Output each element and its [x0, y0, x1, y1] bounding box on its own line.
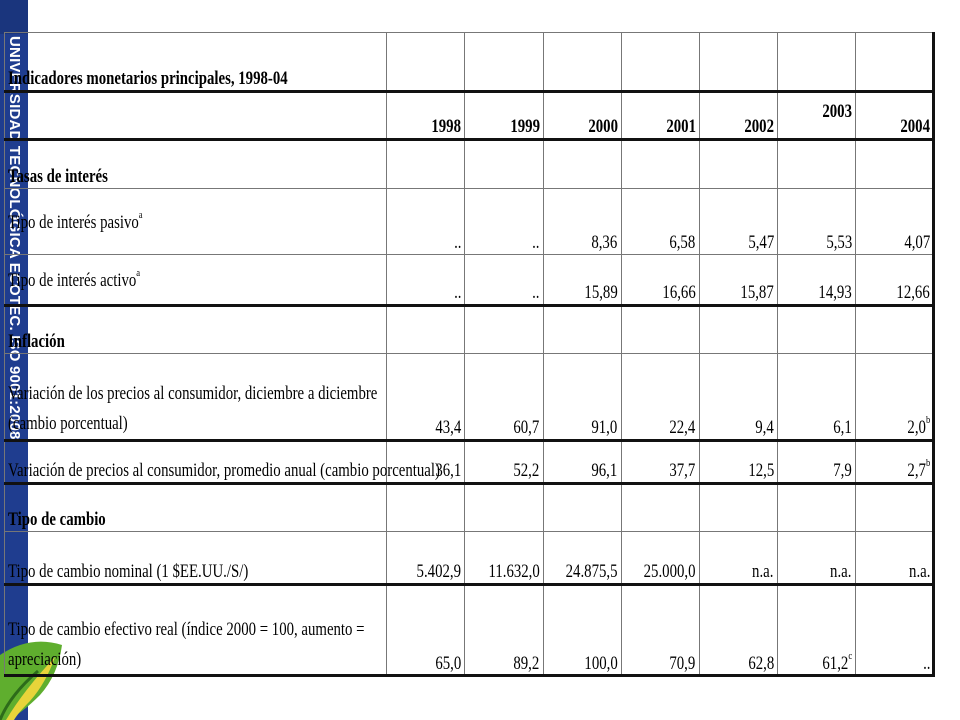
year-2002: 2002 [699, 91, 777, 140]
year-1999: 1999 [465, 91, 543, 140]
table-row-inflation-avg [5, 441, 934, 483]
table-row-pasivo [5, 188, 934, 255]
cell-nom-2001: 25.000,0 [621, 532, 699, 585]
table-row-activo [5, 255, 934, 306]
cell-prom-1999: 52,2 [465, 441, 543, 483]
cell-pasivo-2002: 5,47 [699, 188, 777, 255]
row-label-inflation-avg: Variación de precios al consumidor, promedio anual (cambio porcentual) [5, 441, 387, 483]
table-bottom-border [4, 674, 935, 677]
cell-pasivo-2001: 6,58 [621, 188, 699, 255]
table-title: Indicadores monetarios principales, 1998-04 [5, 33, 387, 92]
cell-nom-2004: n.a. [855, 532, 933, 585]
cell-dic-2001: 22,4 [621, 354, 699, 441]
section-title-interest: Tasas de interés [5, 140, 387, 189]
table-row-inflation-dec [5, 354, 934, 441]
cell-prom-1998: 36,1 [387, 441, 465, 483]
cell-nom-2003: n.a. [777, 532, 855, 585]
cell-dic-1998: 43,4 [387, 354, 465, 441]
cell-pasivo-2004: 4,07 [855, 188, 933, 255]
cell-dic-2003: 6,1 [777, 354, 855, 441]
cell-real-2001: 70,9 [621, 584, 699, 675]
cell-dic-2000: 91,0 [543, 354, 621, 441]
cell-dic-1999: 60,7 [465, 354, 543, 441]
year-header-row [5, 91, 934, 140]
cell-prom-2002: 12,5 [699, 441, 777, 483]
university-name: UNIVERSIDAD TECNOLÓGICA ECOTEC. ISO 9001:2008 [6, 36, 23, 440]
row-label-inflation-dec: Variación de los precios al consumidor, diciembre a diciembre (cambio porcentual) [5, 354, 387, 441]
year-2001: 2001 [621, 91, 699, 140]
sidebar-top-block [0, 0, 28, 34]
cell-real-2002: 62,8 [699, 584, 777, 675]
row-label-pasivo: Tipo de interés pasivo$^a$ [5, 188, 387, 255]
section-row-inflation [5, 305, 934, 354]
row-label-real: Tipo de cambio efectivo real (índice 2000 = 100, aumento = apreciación) [5, 584, 387, 675]
table-row-real [5, 584, 934, 675]
cell-real-2000: 100,0 [543, 584, 621, 675]
section-title-inflation: Inflación [5, 305, 387, 354]
year-1998: 1998 [387, 91, 465, 140]
cell-prom-2003: 7,9 [777, 441, 855, 483]
cell-nom-2000: 24.875,5 [543, 532, 621, 585]
cell-pasivo-1999: .. [465, 188, 543, 255]
section-title-exchange: Tipo de cambio [5, 483, 387, 532]
section-row-exchange [5, 483, 934, 532]
cell-prom-2001: 37,7 [621, 441, 699, 483]
cell-prom-2004: 2,7$^b$ [855, 441, 933, 483]
cell-pasivo-1998: .. [387, 188, 465, 255]
cell-pasivo-2003: 5,53 [777, 188, 855, 255]
cell-nom-1999: 11.632,0 [465, 532, 543, 585]
monetary-indicators-table [4, 32, 934, 676]
cell-real-2003: 61,2$^c$ [777, 584, 855, 675]
row-label-activo: Tipo de interés activo$^a$ [5, 255, 387, 306]
cell-real-1999: 89,2 [465, 584, 543, 675]
cell-dic-2002: 9,4 [699, 354, 777, 441]
table-right-border [932, 32, 935, 676]
cell-activo-1998: .. [387, 255, 465, 306]
cell-real-2004: .. [855, 584, 933, 675]
cell-prom-2000: 96,1 [543, 441, 621, 483]
year-2000: 2000 [543, 91, 621, 140]
cell-activo-2002: 15,87 [699, 255, 777, 306]
cell-real-1998: 65,0 [387, 584, 465, 675]
cell-activo-1999: .. [465, 255, 543, 306]
cell-activo-2000: 15,89 [543, 255, 621, 306]
cell-activo-2003: 14,93 [777, 255, 855, 306]
year-2003: 2003 [777, 91, 855, 140]
cell-pasivo-2000: 8,36 [543, 188, 621, 255]
section-row-interest [5, 140, 934, 189]
cell-activo-2001: 16,66 [621, 255, 699, 306]
cell-nom-1998: 5.402,9 [387, 532, 465, 585]
cell-nom-2002: n.a. [699, 532, 777, 585]
cell-activo-2004: 12,66 [855, 255, 933, 306]
row-label-nominal: Tipo de cambio nominal (1 $EE.UU./S/) [5, 532, 387, 585]
year-2004: 2004 [855, 91, 933, 140]
table-row-nominal [5, 532, 934, 585]
cell-dic-2004: 2,0$^b$ [855, 354, 933, 441]
title-row [5, 33, 934, 92]
